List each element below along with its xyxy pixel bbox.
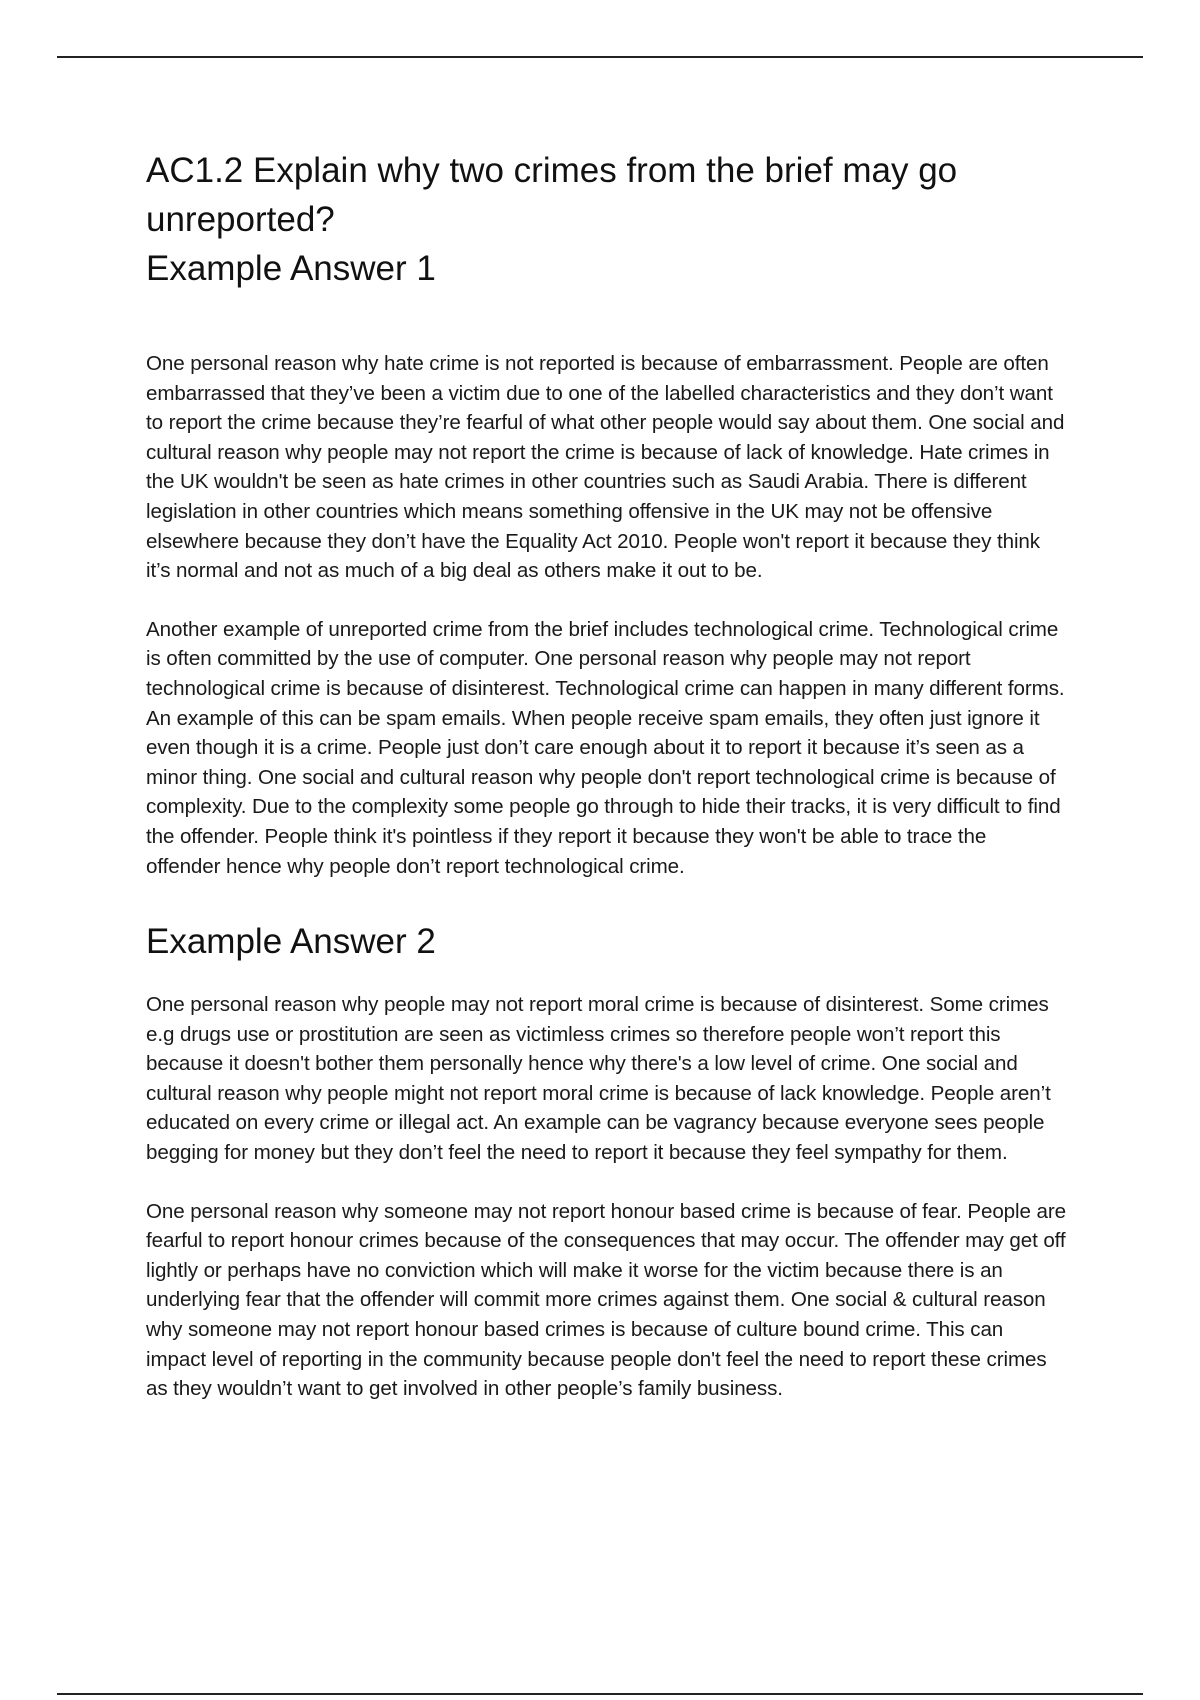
answer-2-paragraph-honour-crime: One personal reason why someone may not report honour based crime is because of fear. People are fearful to report honour crimes because of the consequences that may occur. The offender may get off lightly or perhaps have no conviction which will make it worse for the victim because there is an underlying fear that the offender will commit more crimes against them. One social & cultural reason why someone may not report honour based crimes is because of culture bound crime. This can impact level of reporting in the community because people don't feel the need to report these crimes as they wouldn’t want to get involved in other people’s family business. bbox=[146, 1199, 1066, 1401]
page-bottom-rule bbox=[57, 1693, 1143, 1695]
answer-1-paragraph-technological-crime: Another example of unreported crime from the brief includes technological crime. Technological crime is often committed by the use of computer. One personal reason why people may not report technological crime is because of disinterest. Technological crime can happen in many different forms. An example of this can be spam emails. When people receive spam emails, they often just ignore it even though it is a crime. People just don’t care enough about it to report it because it’s seen as a minor thing. One social and cultural reason why people don't report technological crime is because of complexity. Due to the complexity some people go through to hide their tracks, it is very difficult to find the offender. People think it's pointless if they report it because they won't be able to trace the offender hence why people don’t report technological crime. bbox=[146, 617, 1065, 878]
page-top-rule bbox=[57, 56, 1143, 58]
question-title: AC1.2 Explain why two crimes from the brief may go unreported? bbox=[146, 151, 958, 239]
answer-1-paragraph-hate-crime: One personal reason why hate crime is not reported is because of embarrassment. People are often embarrassed that they’ve been a victim due to one of the labelled characteristics and they don’t want to report the crime because they’re fearful of what other people would say about them. One social and cultural reason why people may not report the crime is because of lack of knowledge. Hate crimes in the UK wouldn't be seen as hate crimes in other countries such as Saudi Arabia. There is different legislation in other countries which means something offensive in the UK may not be offensive elsewhere because they don’t have the Equality Act 2010. People won't report it because they think it’s normal and not as much of a big deal as others make it out to be. bbox=[146, 352, 1065, 583]
answer-2-paragraph-moral-crime: One personal reason why people may not report moral crime is because of disinterest. Some crimes e.g drugs use or prostitution are seen as victimless crimes so therefore people won’t report this because it doesn't bother them personally hence why there's a low level of crime. One social and cultural reason why people might not report moral crime is because of lack knowledge. People aren’t educated on every crime or illegal act. An example can be vagrancy because everyone sees people begging for money but they don’t feel the need to report it because they feel sympathy for them. bbox=[146, 993, 1051, 1165]
document-body bbox=[146, 146, 1066, 1404]
example-answer-1-heading: Example Answer 1 bbox=[146, 249, 436, 288]
example-answer-2-heading: Example Answer 2 bbox=[146, 922, 436, 962]
